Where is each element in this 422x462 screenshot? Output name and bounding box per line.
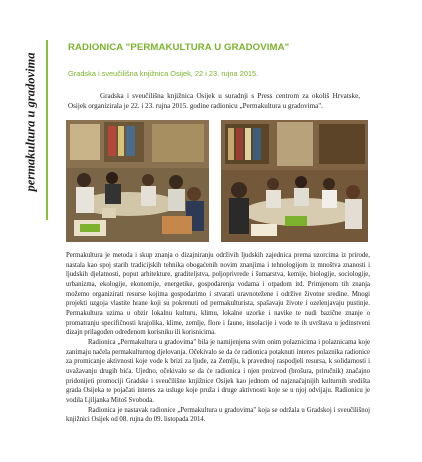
intro-text: Gradska i sveučilišna knjižnica Osijek u suradnji s Press centrom za okoliš Hrvatske, Osijek organizirala je 22. i 23. rujna 2015. godine radionicu „Permakultura u gradovima". xyxy=(68,92,360,111)
workshop-photo-1 xyxy=(66,120,209,242)
body-paragraph-3: Radionica je nastavak radionice „Permakultura u gradovima" koja se održala u Gradskoj i sveučilišnoj knjižnici Osijek od 08. rujna do 09. listopada 2014. xyxy=(66,406,370,424)
article-body xyxy=(66,251,370,425)
intro-paragraph xyxy=(68,91,360,112)
workshop-photo-2 xyxy=(221,120,368,242)
workshop-photo-1-image xyxy=(66,120,209,242)
body-paragraph-1: Permakultura je metoda i skup znanja o dizajniranju održivih ljudskih zajednica prema uzorcima iz prirode, nastala kao spoj starih tradicijskih tehnika obogaćenih novim znanjima i tehnologijom iz mnoštva znanosti i ljudskih djelatnosti, poput arhitekture, graditeljstva, poljoprivrede i šumarstva, kemije, biologije, sociologije, urbanizma, ekologije, ekonomije, energetike, gospodarenja vodama i otpadom itd. Primjenom tih znanja možemo organizirati resurse kojima gospodarimo i stvarati uravnotežene i održive životne sredine. Mnogi projekti uzgoja vlastite hrane koji su pokrenuti od permakulturista, spašavaju živote i ozelenjavaju pustinje. Permakultura uzima u obzir lokalnu kulturu, klimu, lokalne uzorke i navike te nudi bazične znanje o promatranju specifičnosti krajolika, klime, zemlje, flore i faune, insolacije i vode te ih uvrštava u jedinstveni dizajn prilagođen određenom korisniku ili korisnicima. xyxy=(66,252,370,337)
article-subtitle: Gradska i sveučilišna knjižnica Osijek, 22 i 23. rujna 2015. xyxy=(68,69,259,78)
sidebar-divider xyxy=(46,40,48,220)
workshop-photo-2-image xyxy=(221,120,368,242)
article-title: RADIONICA "PERMAKULTURA U GRADOVIMA" xyxy=(68,42,290,53)
body-paragraph-2: Radionica „Permakultura u gradovima" bila je namijenjena svim onim polaznicima i polaznicama koje zanimaju načela permakulturnog djelovanja. Očekivalo se da će radionica potaknuti interes polaznika radionice za promicanje aktivnosti koje vode k brizi za ljude, za Zemlju, k pravednoj raspodjeli resursa, k solidarnosti i uvažavanju drugih bića. Ujedno, očekivalo se da će radionica i njen proizvod (brošura, priručnik) značajno pridonijeti promociji Gradske i sveučilišne knjižnice Osijek kao jednom od najznačajnijih kulturnih središta grada Osijeka te pojačati interes za usluge koje pruža i druge aktivnosti koje se u njoj odvijaju. Radionicu je vodila Ljiljanka Mitoš Svoboda. xyxy=(66,338,370,404)
sidebar xyxy=(0,0,62,462)
sidebar-vertical-label: permakultura u gradovima xyxy=(23,52,38,192)
